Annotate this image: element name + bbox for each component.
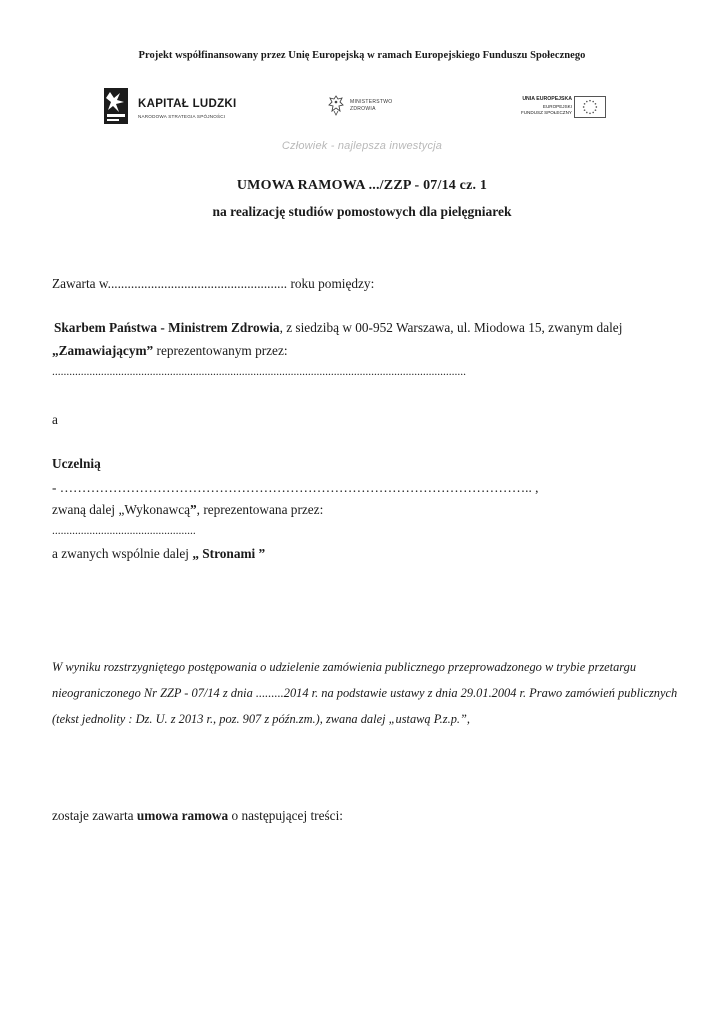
eu-flag-icon	[574, 96, 606, 118]
eagle-emblem-icon	[328, 94, 344, 116]
party2-quote: ”	[190, 502, 197, 517]
kapital-ludzki-subtitle: NARODOWA STRATEGIA SPÓJNOŚCI	[138, 114, 226, 119]
document-subtitle: na realizację studiów pomostowych dla pielęgniarek	[212, 204, 512, 219]
party1-dots: ................................................................................................................................................	[52, 366, 466, 378]
party1-name: Skarbem Państwa - Ministrem Zdrowia	[54, 320, 280, 335]
logo-strip	[0, 84, 724, 128]
and-word: a	[52, 412, 58, 427]
party2-name: Uczelnią	[52, 456, 101, 471]
strony-term: „ Stronami ”	[192, 546, 266, 561]
ministerstwo-line1: MINISTERSTWO	[350, 99, 393, 105]
party2-represented: , reprezentowana przez:	[196, 502, 324, 517]
slogan: Człowiek - najlepsza inwestycja	[281, 140, 443, 152]
party1-represented: reprezentowanym przez:	[153, 343, 288, 358]
party2-dots: - …………………………………………………………………………………………….. ,	[52, 480, 539, 495]
zostaje-rest: o następującej treści:	[228, 808, 343, 823]
strony-line	[52, 546, 265, 562]
kapital-ludzki-logo	[104, 88, 244, 128]
ministerstwo-zdrowia-logo	[328, 94, 408, 122]
unia-europejska-logo	[514, 96, 614, 122]
funding-note: Projekt współfinansowany przez Unię Europejską w ramach Europejskiego Funduszu Społecznego	[138, 50, 586, 61]
kapital-ludzki-mark-icon	[104, 88, 128, 124]
ue-line1: UNIA EUROPEJSKA	[522, 96, 572, 102]
document-title: UMOWA RAMOWA .../ZZP - 07/14 cz. 1	[236, 178, 488, 193]
zostaje-pre: zostaje zawarta	[52, 808, 137, 823]
ue-line3: FUNDUSZ SPOŁECZNY	[520, 110, 572, 115]
wyniku-paragraph: W wyniku rozstrzygniętego postępowania o udzielenie zamówienia publicznego przeprowadzonego w trybie przetargu nieograniczonego Nr ZZP - 07/14 z dnia .........2014 r. na podstawie ustawy z dnia 29.01.2004 r. Prawo zamówień publicznych (tekst jednolity : Dz. U. z 2013 r., poz. 907 z późn.zm.), zwana dalej „ustawą P.z.p.”,	[52, 660, 678, 726]
party1-role: „Zamawiającym”	[52, 343, 154, 358]
ue-line2: EUROPEJSKI	[542, 104, 572, 109]
ministerstwo-line2: ZDROWIA	[350, 106, 376, 112]
zostaje-term: umowa ramowa	[136, 808, 229, 823]
zostaje-line	[52, 808, 343, 824]
party2-role: zwaną dalej „Wykonawcą	[52, 502, 191, 517]
party1-address: , z siedzibą w 00-952 Warszawa, ul. Miodowa 15, zwanym dalej	[279, 320, 623, 335]
strony-pre: a zwanych wspólnie dalej	[52, 546, 193, 561]
party2-line2	[52, 502, 323, 518]
kapital-ludzki-title: KAPITAŁ LUDZKI	[138, 98, 237, 110]
party2-dots2: ..................................................	[52, 525, 196, 537]
party1-line1	[54, 320, 622, 336]
zawarta-line: Zawarta w...................................................... roku pomiędzy:	[52, 276, 375, 291]
party1-line2	[52, 343, 288, 359]
